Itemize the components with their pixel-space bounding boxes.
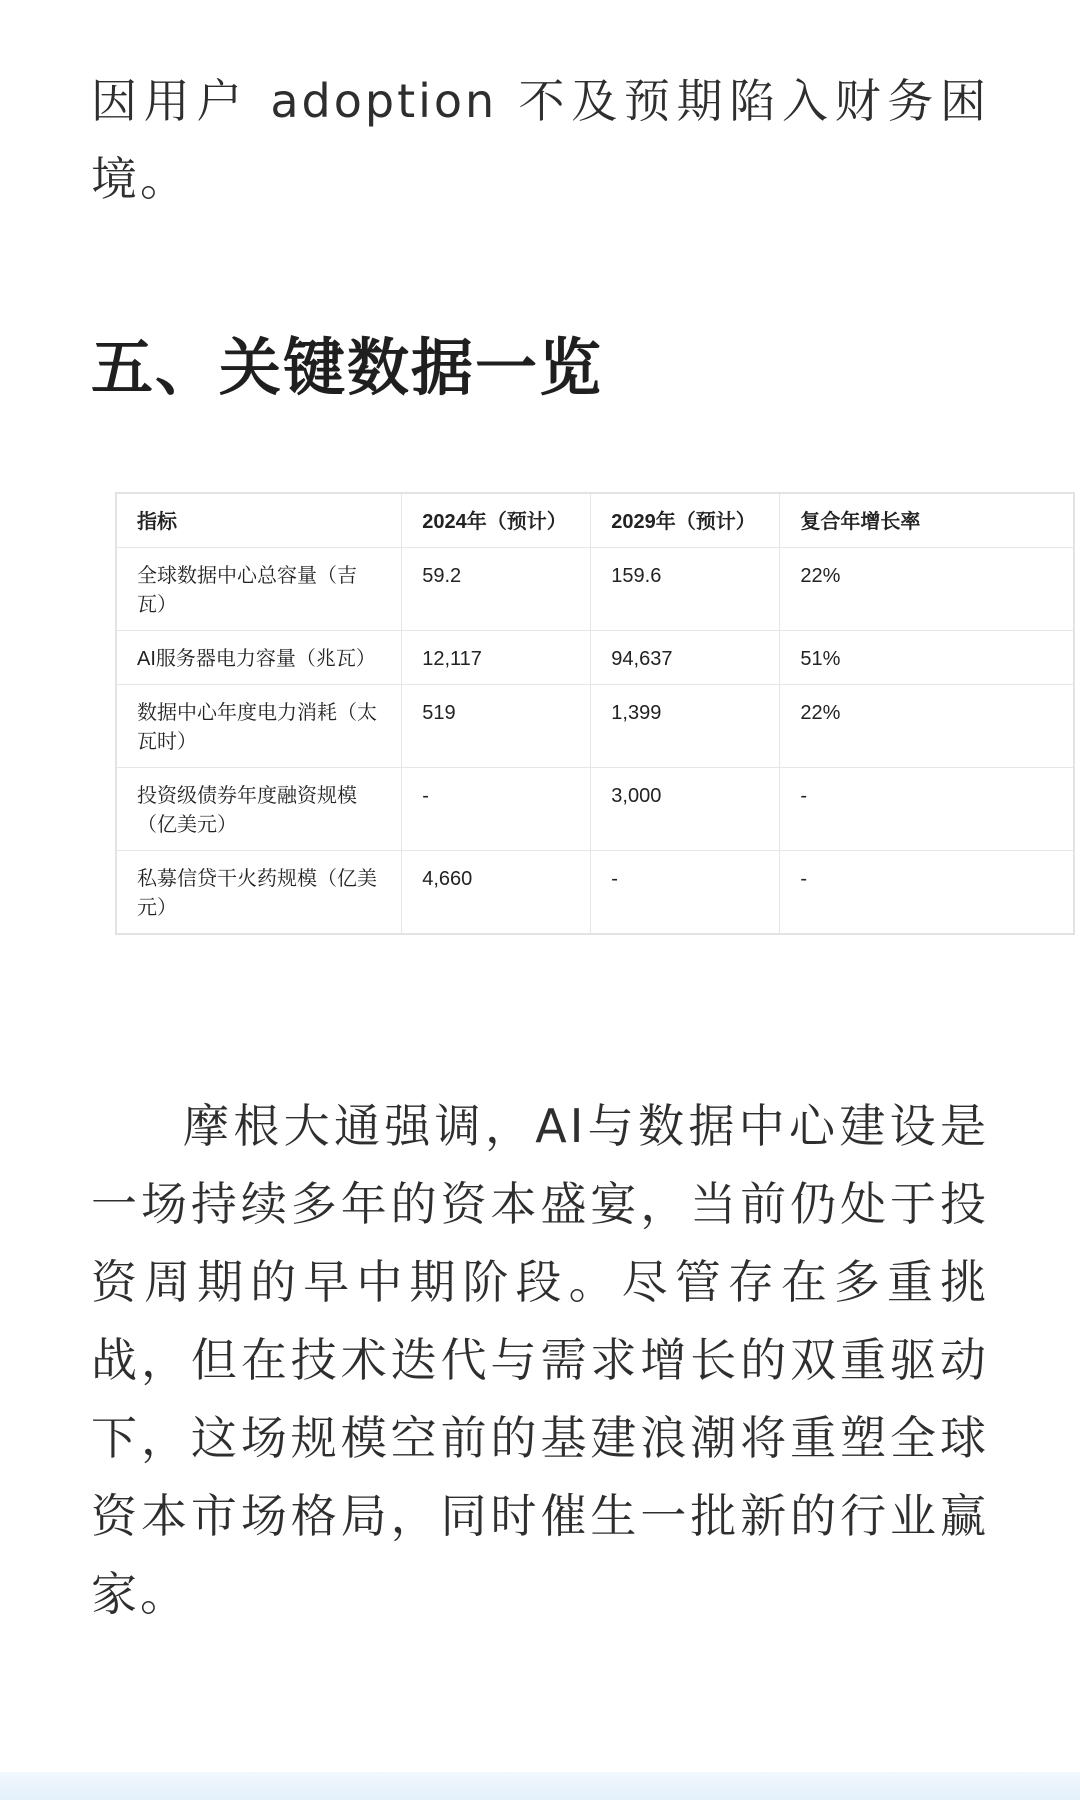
table-cell: 94,637	[591, 631, 780, 685]
table-row	[116, 631, 1074, 685]
table-cell: -	[780, 768, 1074, 851]
table-cell: 数据中心年度电力消耗（太瓦时）	[116, 685, 402, 768]
table-cell: -	[780, 851, 1074, 935]
table-row	[116, 768, 1074, 851]
table-cell: 22%	[780, 685, 1074, 768]
table-cell: 私募信贷干火药规模（亿美元）	[116, 851, 402, 935]
table-cell: 全球数据中心总容量（吉瓦）	[116, 548, 402, 631]
table-cell: AI服务器电力容量（兆瓦）	[116, 631, 402, 685]
table-header-row	[116, 493, 1074, 548]
table-row	[116, 685, 1074, 768]
table-cell: 3,000	[591, 768, 780, 851]
intro-paragraph: 因用户 adoption 不及预期陷入财务困境。	[91, 74, 989, 206]
table-cell: 4,660	[402, 851, 591, 935]
table-cell: -	[591, 851, 780, 935]
table-row	[116, 548, 1074, 631]
table-cell: 12,117	[402, 631, 591, 685]
table-cell: 159.6	[591, 548, 780, 631]
table-header-cell: 2029年（预计）	[591, 493, 780, 548]
table-header-cell: 2024年（预计）	[402, 493, 591, 548]
section-title: 五、关键数据一览	[91, 331, 604, 404]
key-data-table-image	[115, 492, 990, 919]
key-data-table	[115, 492, 1075, 935]
conclusion-paragraph: 摩根大通强调，AI与数据中心建设是一场持续多年的资本盛宴，当前仍处于投资周期的早中期阶段。尽管存在多重挑战，但在技术迭代与需求增长的双重驱动下，这场规模空前的基建浪潮将重塑全球资本市场格局，同时催生一批新的行业赢家。	[91, 1099, 989, 1621]
table-header-cell: 指标	[116, 493, 402, 548]
table-cell: 22%	[780, 548, 1074, 631]
table-cell: 51%	[780, 631, 1074, 685]
table-cell: 1,399	[591, 685, 780, 768]
intro-paragraph-block	[91, 62, 989, 218]
table-header-cell: 复合年增长率	[780, 493, 1074, 548]
table-cell: 59.2	[402, 548, 591, 631]
table-cell: 519	[402, 685, 591, 768]
table-cell: -	[402, 768, 591, 851]
table-row	[116, 851, 1074, 935]
footer-strip	[0, 1772, 1080, 1800]
conclusion-paragraph-block	[91, 1087, 989, 1633]
table-cell: 投资级债券年度融资规模（亿美元）	[116, 768, 402, 851]
